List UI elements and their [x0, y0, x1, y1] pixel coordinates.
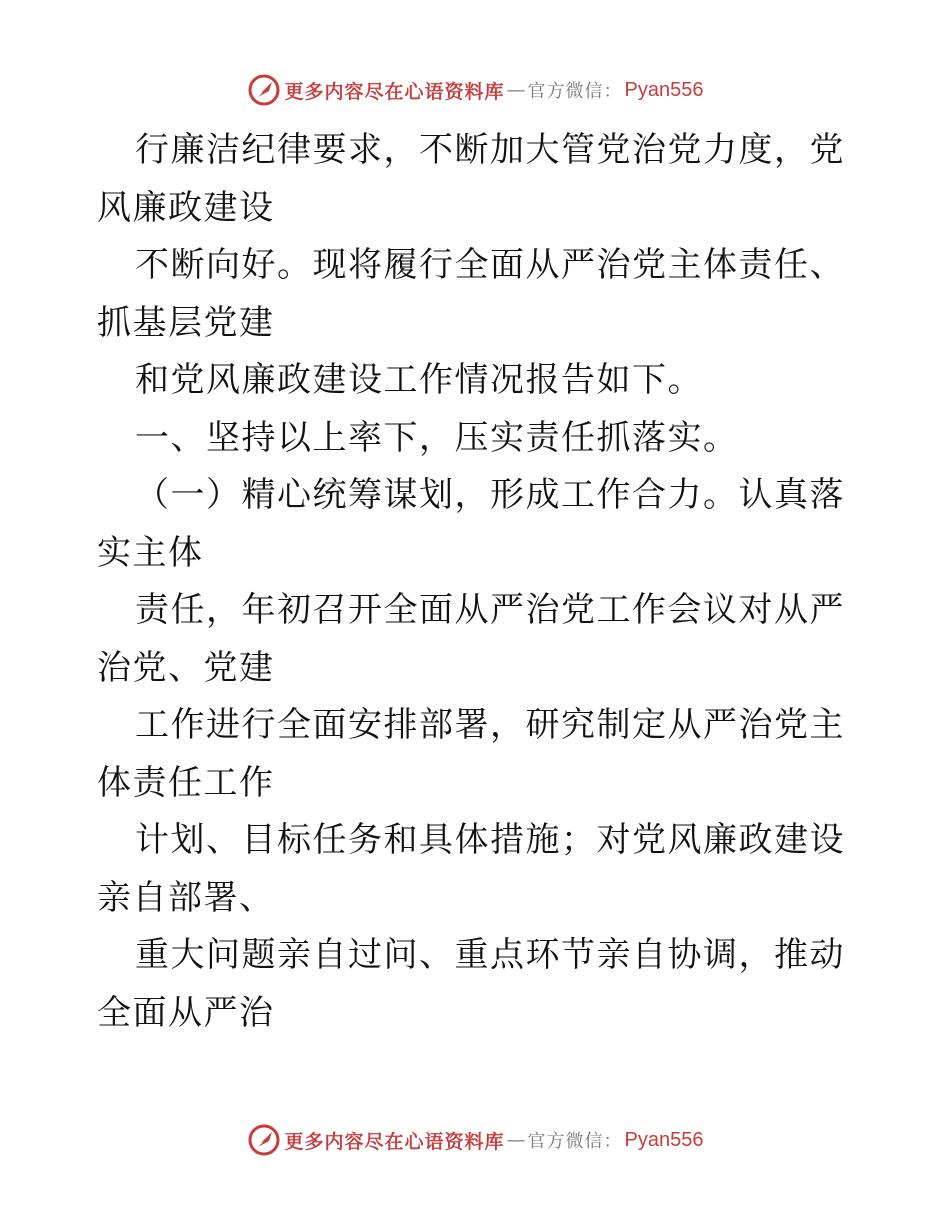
header-banner — [0, 70, 950, 110]
paragraph: 行廉洁纪律要求，不断加大管党治党力度，党风廉政建设 — [97, 130, 845, 228]
document-body — [97, 122, 857, 1042]
wechat-label: 官方微信： — [527, 81, 623, 102]
separator-dash: — — [506, 1129, 526, 1151]
footer-banner — [0, 1120, 950, 1160]
separator-dash: — — [506, 79, 526, 101]
wechat-account: Pyan556 — [624, 1128, 704, 1151]
paragraph: 工作进行全面安排部署，研究制定从严治党主体责任工作 — [97, 705, 845, 803]
site-name: 更多内容尽在心语资料库 — [284, 80, 505, 103]
quill-pen-logo-icon — [247, 73, 281, 107]
paragraph: 责任，年初召开全面从严治党工作会议对从严治党、党建 — [97, 590, 845, 688]
quill-pen-logo-icon — [247, 1123, 281, 1157]
section-heading: 一、坚持以上率下，压实责任抓落实。 — [135, 417, 739, 458]
paragraph: 不断向好。现将履行全面从严治党主体责任、抓基层党建 — [97, 245, 845, 343]
site-name: 更多内容尽在心语资料库 — [284, 1130, 505, 1153]
paragraph: 和党风廉政建设工作情况报告如下。 — [135, 360, 703, 400]
paragraph: （一）精心统筹谋划，形成工作合力。认真落实主体 — [97, 475, 845, 573]
paragraph: 重大问题亲自过问、重点环节亲自协调，推动全面从严治 — [97, 935, 845, 1033]
wechat-label: 官方微信： — [527, 1131, 623, 1152]
paragraph: 计划、目标任务和具体措施；对党风廉政建设亲自部署、 — [97, 820, 845, 918]
wechat-account: Pyan556 — [624, 78, 704, 101]
